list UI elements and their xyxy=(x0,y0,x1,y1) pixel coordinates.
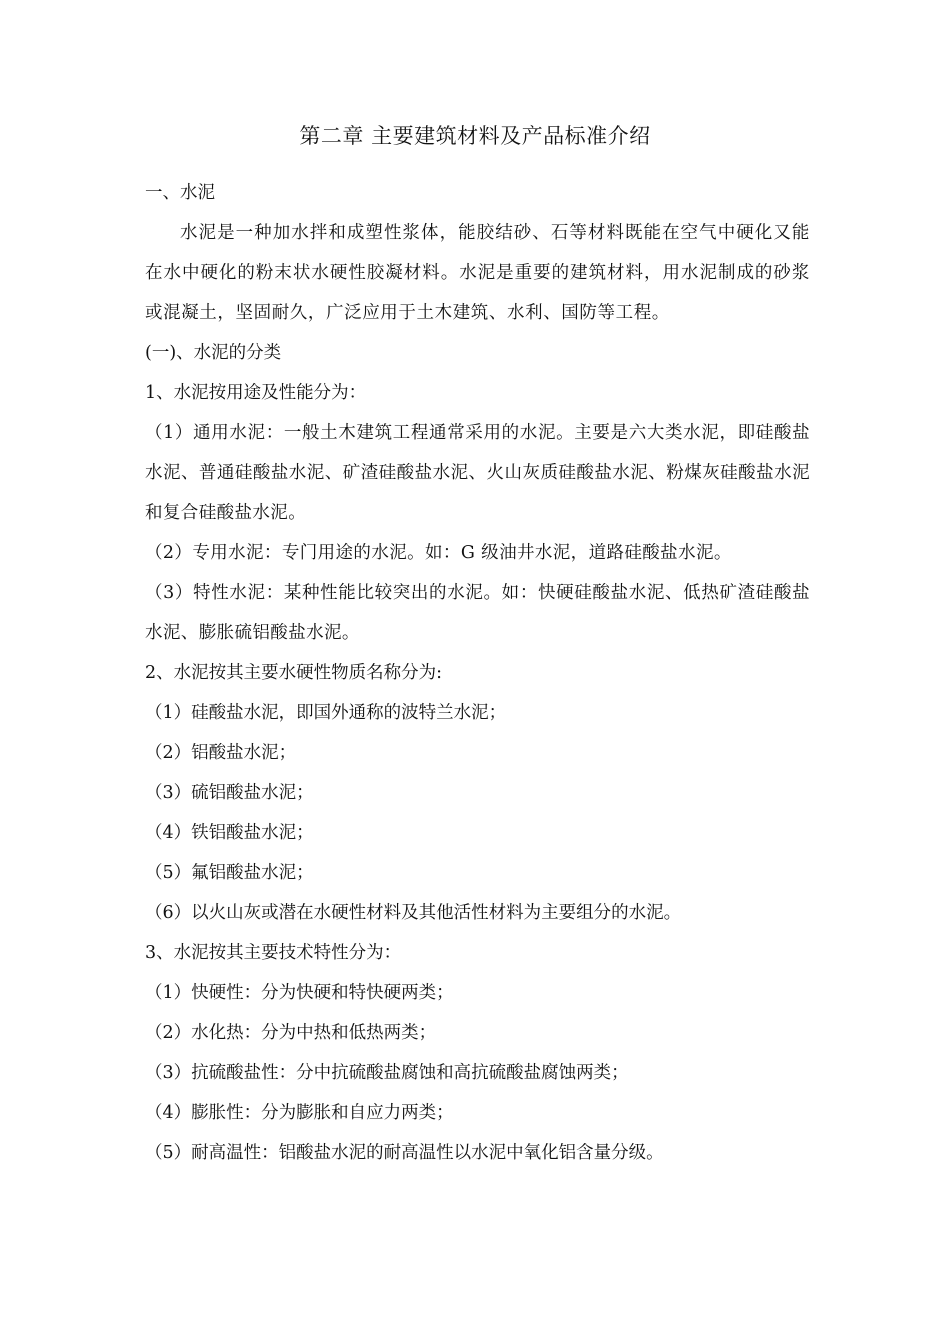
group3-item-2: （2）水化热：分为中热和低热两类； xyxy=(145,1023,437,1043)
group3-item-5: （5）耐高温性：铝酸盐水泥的耐高温性以水泥中氧化铝含量分级。 xyxy=(145,1143,664,1163)
group1-item-2: （2）专用水泥：专门用途的水泥。如：G 级油井水泥，道路硅酸盐水泥。 xyxy=(145,543,732,563)
intro-paragraph: 水泥是一种加水拌和成塑性浆体，能胶结砂、石等材料既能在空气中硬化又能在水中硬化的粉末状水硬性胶凝材料。水泥是重要的建筑材料，用水泥制成的砂浆或混凝土，坚固耐久，广泛应用于土木建筑、水利、国防等工程。 xyxy=(145,223,810,323)
group1-heading: 1、水泥按用途及性能分为： xyxy=(145,383,367,403)
group2-item-5: （5）氟铝酸盐水泥； xyxy=(145,863,314,883)
group2-item-2: （2）铝酸盐水泥； xyxy=(145,743,297,763)
group2-item-3: （3）硫铝酸盐水泥； xyxy=(145,783,314,803)
group3-heading: 3、水泥按其主要技术特性分为： xyxy=(145,943,402,963)
group3-item-1: （1）快硬性：分为快硬和特快硬两类； xyxy=(145,983,454,1003)
group2-item-4: （4）铁铝酸盐水泥； xyxy=(145,823,314,843)
group3-item-4: （4）膨胀性：分为膨胀和自应力两类； xyxy=(145,1103,454,1123)
group2-item-6: （6）以火山灰或潜在水硬性材料及其他活性材料为主要组分的水泥。 xyxy=(145,903,682,923)
group1-item-1: （1）通用水泥：一般土木建筑工程通常采用的水泥。主要是六大类水泥，即硅酸盐水泥、普通硅酸盐水泥、矿渣硅酸盐水泥、火山灰质硅酸盐水泥、粉煤灰硅酸盐水泥和复合硅酸盐水泥。 xyxy=(145,423,810,523)
subsection-heading-classification: (一)、水泥的分类 xyxy=(145,343,282,363)
group2-heading: 2、水泥按其主要水硬性物质名称分为: xyxy=(145,663,443,683)
chapter-title: 第二章 主要建筑材料及产品标准介绍 xyxy=(299,124,651,148)
group3-item-3: （3）抗硫酸盐性：分中抗硫酸盐腐蚀和高抗硫酸盐腐蚀两类； xyxy=(145,1063,629,1083)
document-body xyxy=(145,173,810,1173)
group1-item-3: （3）特性水泥：某种性能比较突出的水泥。如：快硬硅酸盐水泥、低热矿渣硅酸盐水泥、膨胀硫铝酸盐水泥。 xyxy=(145,583,810,643)
group2-item-1: （1）硅酸盐水泥，即国外通称的波特兰水泥； xyxy=(145,703,507,723)
section-heading-cement: 一、水泥 xyxy=(145,183,215,203)
